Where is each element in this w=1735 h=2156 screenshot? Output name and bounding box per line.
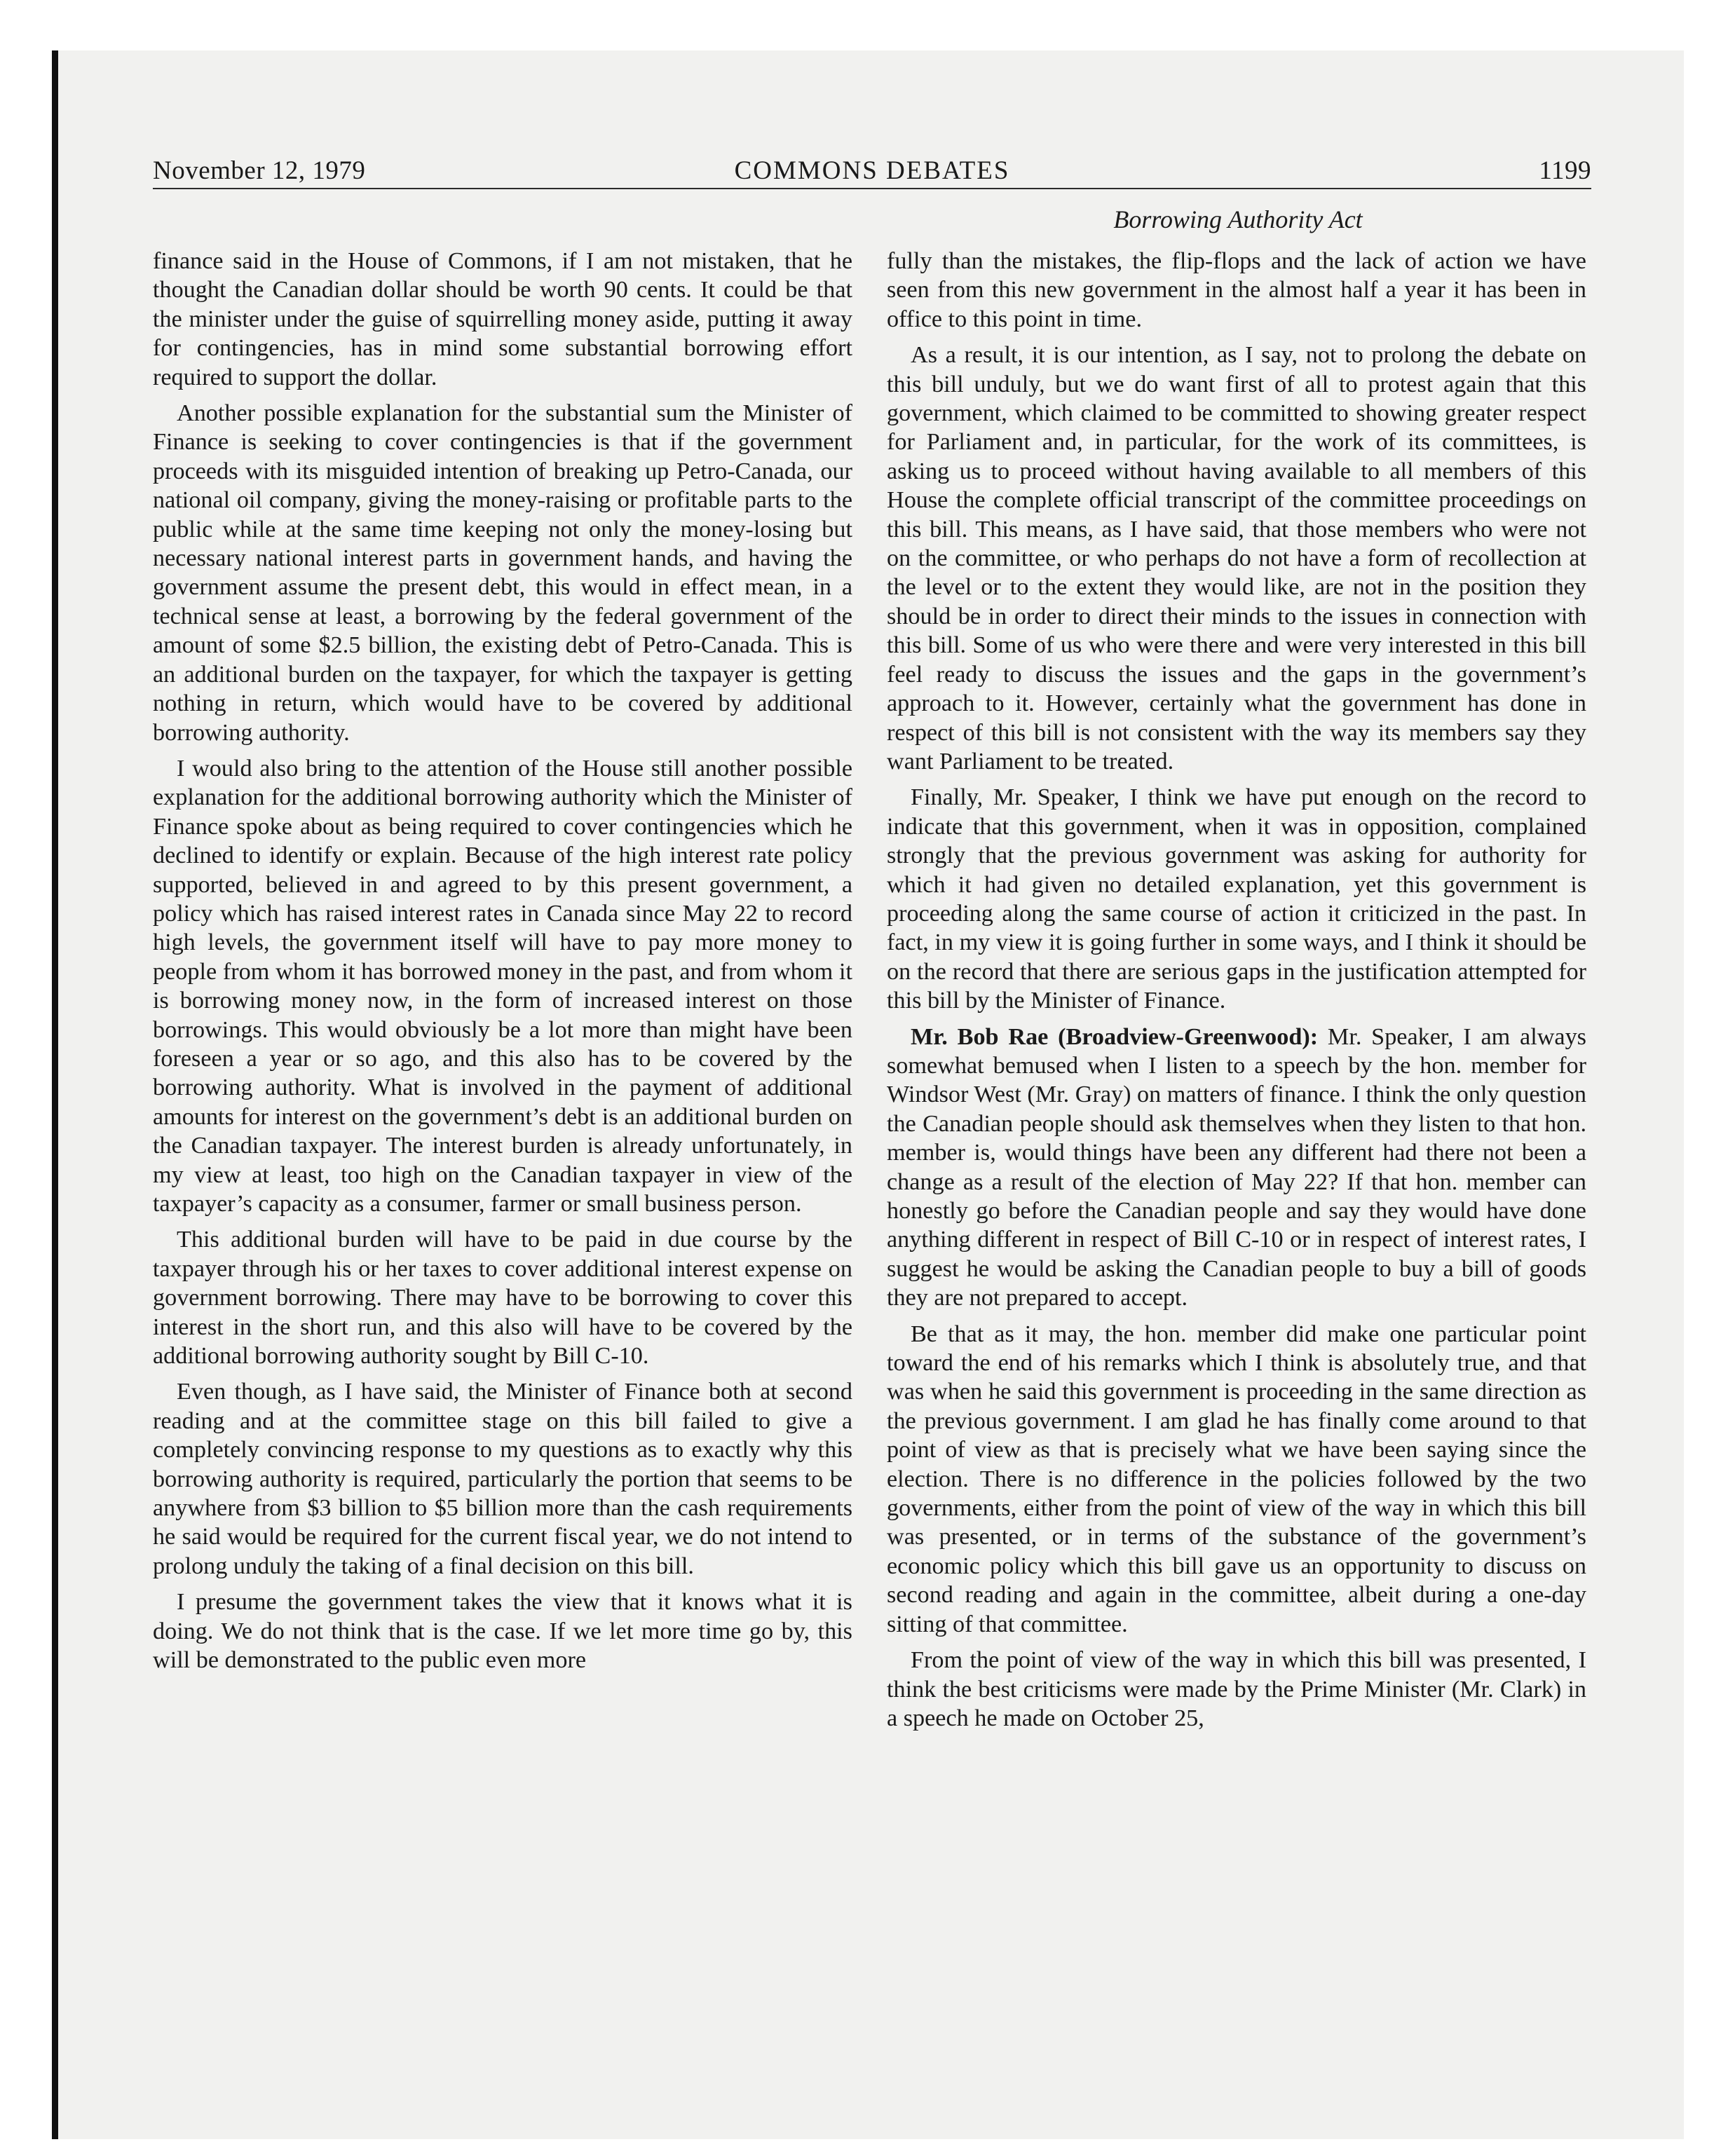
paragraph: I would also bring to the attention of the House still another possible explanation for the additional borrowing authority which the Minister of Finance spoke about as being required to cover contingencies which he declined to identify or explain. Because of the high interest rate policy supported, believed in and agreed to by this present government, a policy which has raised interest rates in Canada since May 22 to record high levels, the government itself will have to pay more money to people from whom it has borrowed money in the past, and from whom it is borrowing money now, in the form of increased interest on those borrowings. This would obviously be a lot more than might have been foreseen a year or so ago, and this also has to be covered by the borrowing authority. What is involved in the payment of additional amounts for interest on the government’s debt is an additional burden on the Canadian taxpayer. The interest burden is already unfortunately, in my view at least, too high on the Canadian taxpayer in view of the taxpayer’s capacity as a consumer, farmer or small business person. [153, 755, 852, 1217]
header-rule [153, 188, 1591, 189]
paragraph: I presume the government takes the view that it knows what it is doing. We do not think that is the case. If we let more time go by, this will be demonstrated to the public even more [153, 1589, 852, 1674]
speaker-name: Mr. Bob Rae (Broadview-Greenwood): [911, 1023, 1319, 1050]
left-column [153, 247, 852, 1682]
paragraph: As a result, it is our intention, as I say, not to prolong the debate on this bill unduly, but we do want first of all to protest again that this government, which claimed to be committed to showing greater respect for Parliament and, in particular, for the work of its committees, is asking us to proceed without having available to all members of this House the complete official transcript of the committee proceedings on this bill. This means, as I have said, that those members who were not on the committee, or who perhaps do not have a form of recollection at the level or to the extent they would like, are not in the position they should be in order to direct their minds to the issues in connection with this bill. Some of us who were there and were very interested in this bill feel ready to discuss the issues and the gaps in the government’s approach to it. However, certainly what the government has done in respect of this bill is not consistent with the way its members say they want Parliament to be treated. [887, 342, 1586, 775]
header-date: November 12, 1979 [153, 156, 366, 185]
paragraph: finance said in the House of Commons, if I am not mistaken, that he thought the Canadian dollar should be worth 90 cents. It could be that the minister under the guise of squirrelling money aside, putting it away for contingencies, has in mind some substantial borrowing effort required to support the dollar. [153, 248, 852, 390]
paragraph: This additional burden will have to be paid in due course by the taxpayer through his or her taxes to cover additional interest expense on government borrowing. There may have to be borrowing to cover this interest in the short run, and this also will have to be covered by the additional borrowing authority sought by Bill C-10. [153, 1227, 852, 1370]
speech-text: Mr. Speaker, I am always somewhat bemused when I listen to a speech by the hon. member for Windsor West (Mr. Gray) on matters of finance. I think the only question the Canadian people should ask themselves when they listen to that hon. member is, would things have been any different had there not been a change as a result of the election of May 22? If that hon. member can honestly go before the Canadian people and say they would have done anything different in respect of Bill C-10 or in respect of interest rates, I suggest he would be asking the Canadian people to buy a bill of goods they are not prepared to accept. [887, 1023, 1586, 1311]
paragraph: fully than the mistakes, the flip-flops and the lack of action we have seen from this new government in the almost half a year it has been in office to this point in time. [887, 248, 1586, 332]
paragraph: Finally, Mr. Speaker, I think we have put enough on the record to indicate that this government, when it was in opposition, complained strongly that the previous government was asking for authority for which it had given no detailed explanation, yet this government is proceeding along the same course of action it criticized in the past. In fact, in my view it is going further in some ways, and I think it should be on the record that there are serious gaps in the justification attempted for this bill by the Minister of Finance. [887, 784, 1586, 1014]
header-page-number: 1199 [1539, 156, 1591, 185]
paragraph: Another possible explanation for the substantial sum the Minister of Finance is seeking to cover contingencies is that if the government proceeds with its misguided intention of breaking up Petro-Canada, our national oil company, giving the money-raising or profitable parts to the public while at the same time keeping not only the money-losing but necessary national interest parts in government hands, and having the government assume the present debt, this would in effect mean, in a technical sense at least, a borrowing by the federal government of the amount of some $2.5 billion, the existing debt of Petro-Canada. This is an additional burden on the taxpayer, for which the taxpayer is getting nothing in return, which would have to be covered by additional borrowing authority. [153, 400, 852, 746]
page-binding-edge [52, 50, 58, 2139]
right-column [887, 247, 1586, 1740]
paragraph: Be that as it may, the hon. member did make one particular point toward the end of his remarks which I think is absolutely true, and that was when he said this government is proceeding in the same direction as the previous government. I am glad he has finally come around to that point of view as that is precisely what we have been saying since the election. There is no difference in the policies followed by the two governments, either from the point of view of the way in which this bill was presented, or in terms of the substance of the government’s economic policy which this bill gave us an opportunity to discuss on second reading and again in the committee, albeit during a one-day sitting of that committee. [887, 1321, 1586, 1637]
speech-paragraph [887, 1023, 1586, 1313]
page-header [153, 156, 1591, 188]
paragraph: Even though, as I have said, the Minister of Finance both at second reading and at the committee stage on this bill failed to give a completely convincing response to my questions as to exactly why this borrowing authority is required, particularly the portion that seems to be anywhere from $3 billion to $5 billion more than the cash requirements he said would be required for the current fiscal year, we do not intend to prolong unduly the taking of a final decision on this bill. [153, 1379, 852, 1579]
header-publication-title: COMMONS DEBATES [734, 156, 1010, 185]
paragraph: From the point of view of the way in which this bill was presented, I think the best criticisms were made by the Prime Minister (Mr. Clark) in a speech he made on October 25, [887, 1647, 1586, 1731]
section-title: Borrowing Authority Act [1113, 205, 1363, 233]
